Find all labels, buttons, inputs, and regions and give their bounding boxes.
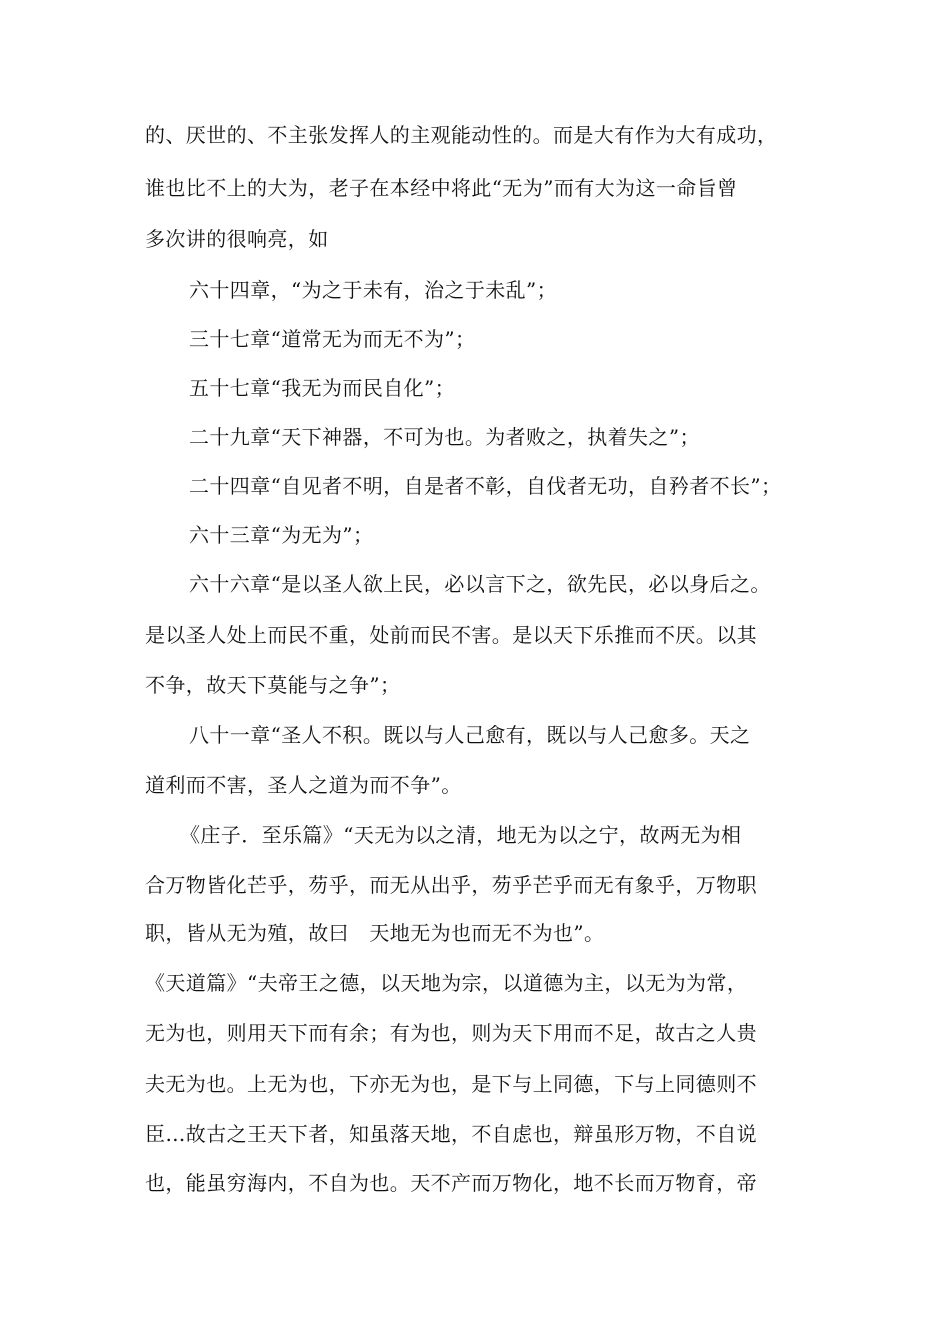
text-line: 是以圣人处上而民不重，处前而民不害。是以天下乐推而不厌。以其 bbox=[145, 623, 757, 647]
text-line: 六十四章，“为之于未有，治之于未乱”； bbox=[189, 278, 558, 302]
text-line: 六十六章“是以圣人欲上民，必以言下之，欲先民，必以身后之。 bbox=[189, 572, 771, 596]
text-line: 合万物皆化芒乎，芴乎，而无从出乎，芴乎芒乎而无有象乎，万物职 bbox=[145, 873, 757, 897]
text-line: 不争，故天下莫能与之争”； bbox=[145, 673, 401, 697]
text-line: 职，皆从无为殖，故曰 天地无为也而无不为也”。 bbox=[145, 921, 605, 945]
text-line: 三十七章“道常无为而无不为”； bbox=[189, 327, 476, 351]
text-line: 《庄子．至乐篇》“天无为以之清，地无为以之宁，故两无为相 bbox=[180, 823, 742, 847]
text-line: 五十七章“我无为而民自化”； bbox=[189, 376, 456, 400]
text-line: 道利而不害，圣人之道为而不争”。 bbox=[145, 773, 462, 797]
text-line: 二十九章“天下神器，不可为也。为者败之，执着失之”； bbox=[189, 425, 700, 449]
text-line: 也，能虽穷海内，不自为也。天不产而万物化，地不长而万物育，帝 bbox=[145, 1171, 757, 1195]
text-line: 无为也，则用天下而有余；有为也，则为天下用而不足，故古之人贵 bbox=[145, 1021, 757, 1045]
text-line: 夫无为也。上无为也，下亦无为也，是下与上同德，下与上同德则不 bbox=[145, 1072, 757, 1096]
text-line: 六十三章“为无为”； bbox=[189, 523, 374, 547]
text-line: 八十一章“圣人不积。既以与人己愈有，既以与人己愈多。天之 bbox=[189, 723, 751, 747]
text-line: 臣…故古之王天下者，知虽落天地，不自虑也，辩虽形万物，不自说 bbox=[145, 1122, 757, 1146]
text-line: 多次讲的很响亮，如 bbox=[145, 227, 329, 251]
text-line: 谁也比不上的大为，老子在本经中将此“无为”而有大为这一命旨曾 bbox=[145, 176, 738, 200]
text-line: 二十四章“自见者不明，自是者不彰，自伐者无功，自矜者不长”； bbox=[189, 474, 782, 498]
text-line: 《天道篇》“夫帝王之德，以天地为宗，以道德为主，以无为为常， bbox=[145, 971, 748, 995]
text-line: 的、厌世的、不主张发挥人的主观能动性的。而是大有作为大有成功， bbox=[145, 123, 778, 147]
